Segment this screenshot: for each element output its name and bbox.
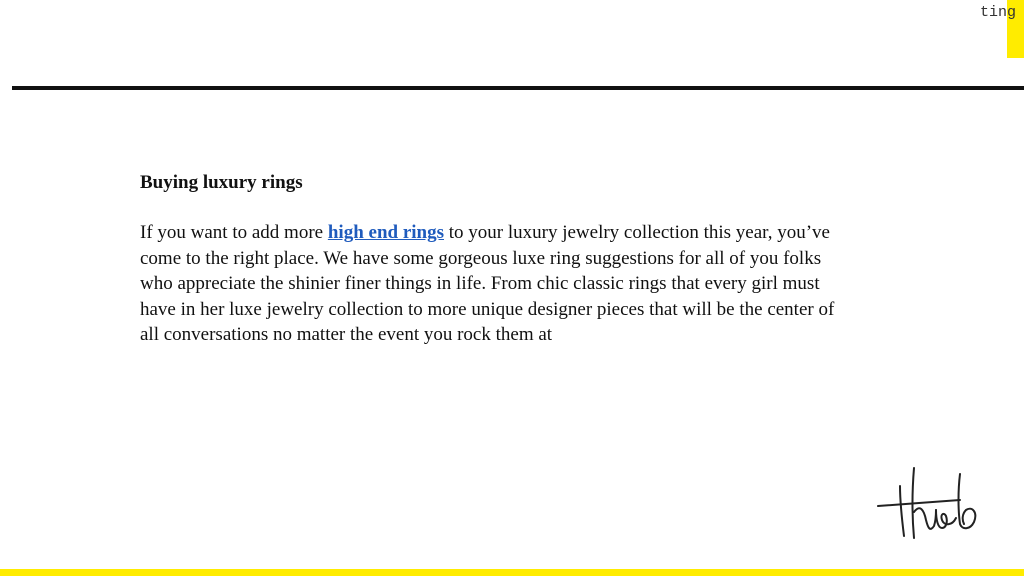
high-end-rings-link[interactable]: high end rings [327,222,444,243]
article-body [140,170,840,348]
hueb-logo [874,462,994,544]
header-divider [12,86,1024,90]
paragraph-text-rest: to your luxury jewelry collection this year, you’ve come to the right place. We have some gorgeous luxe ring suggestions for all of you folks who appreciate the shinier finer things in life. From chic classic rings that every girl must have in her luxe jewelry collection to more unique designer pieces that will be the center of all conversations no matter the event you rock them at [140,222,835,345]
article-paragraph [140,220,840,348]
article-heading: Buying luxury rings [140,172,303,193]
paragraph-text-start: If you want to add more [140,222,328,243]
corner-label: ting [979,4,1016,21]
footer-accent-bar [0,569,1024,576]
